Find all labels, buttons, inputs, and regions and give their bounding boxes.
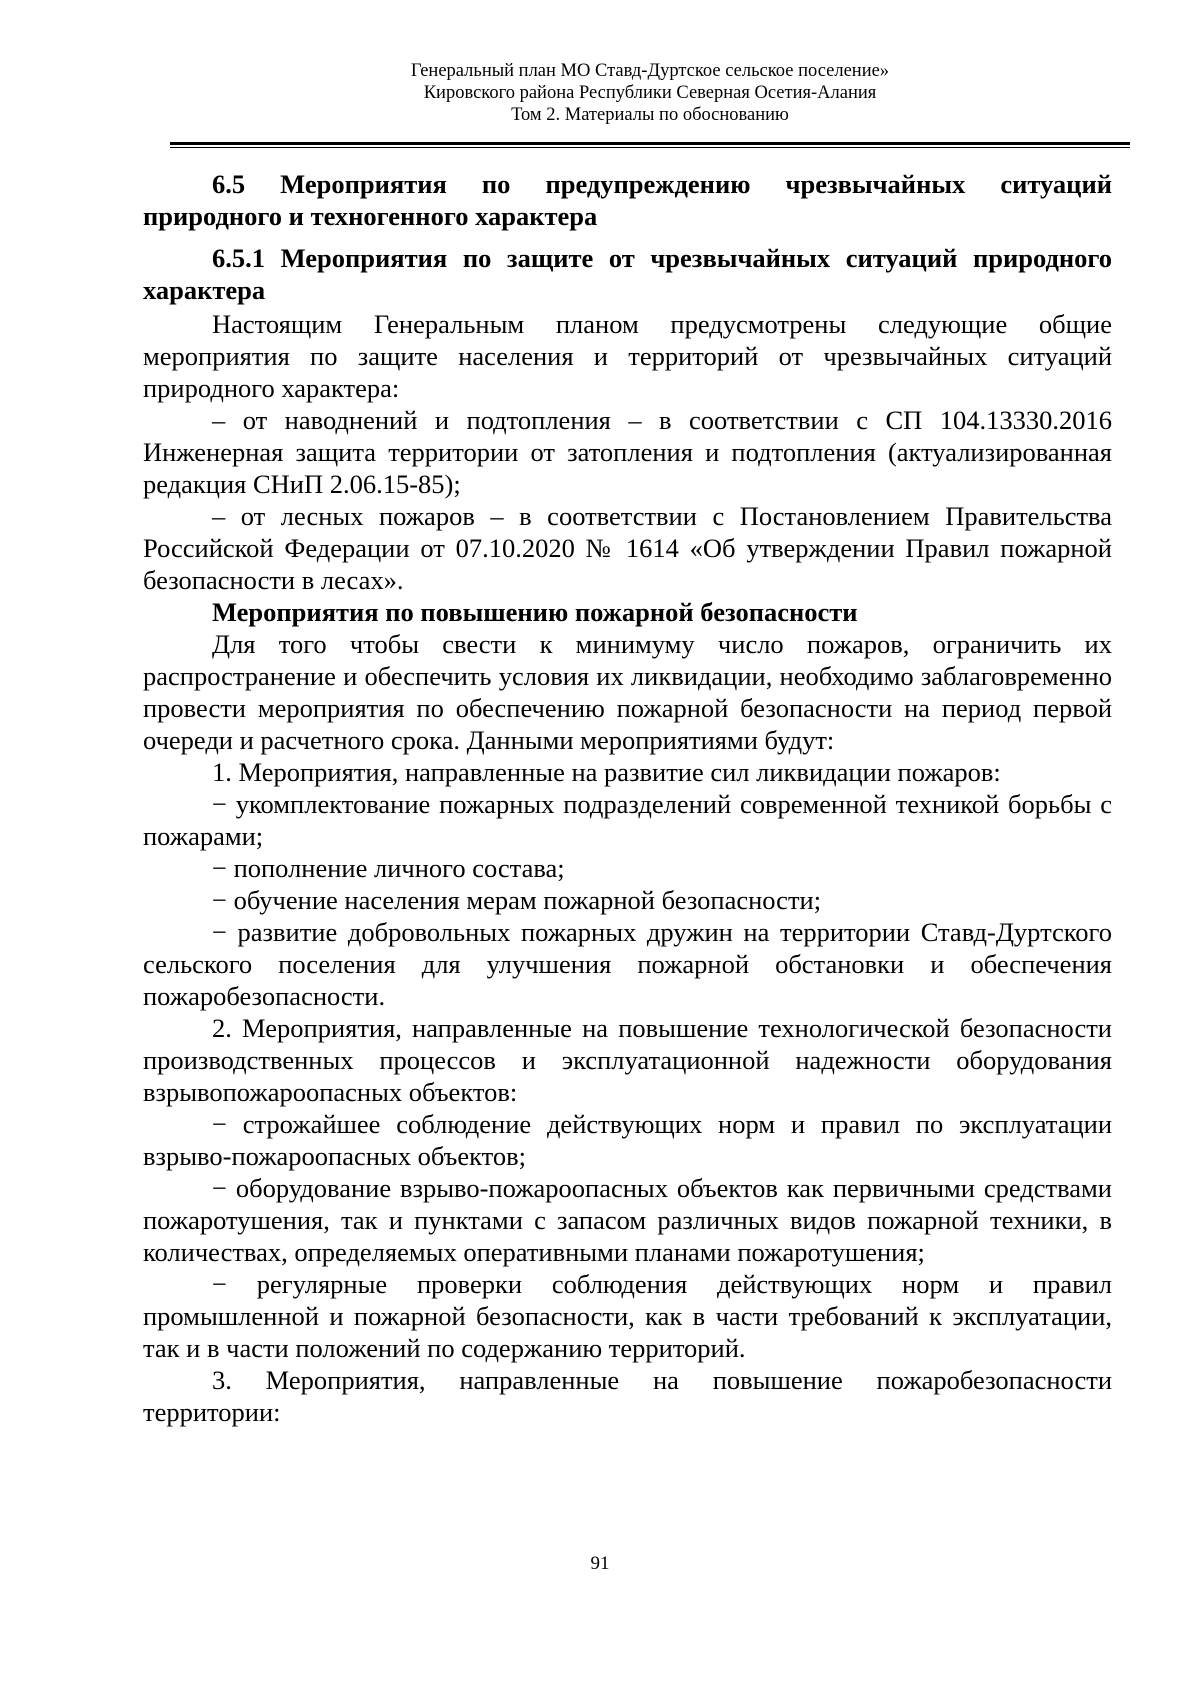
header-rule-thick <box>170 142 1130 145</box>
header-line-1: Генеральный план МО Ставд-Дуртское сельское поселение» <box>410 61 890 81</box>
header-rule-thin <box>170 147 1130 148</box>
running-header <box>170 60 1130 126</box>
header-line-3: Том 2. Материалы по обоснованию <box>511 105 789 125</box>
paragraph-fire-intro: Для того чтобы свести к минимуму число пожаров, ограничить их распространение и обеспечить условия их ликвидации, необходимо заблаговременно провести мероприятия по обеспечению пожарной безопасности на период первой очереди и расчетного срока. Данными мероприятиями будут: <box>143 629 1112 755</box>
list-item: − обучение населения мерам пожарной безопасности; <box>212 885 822 915</box>
list-item: − укомплектование пожарных подразделений современной техникой борьбы с пожарами; <box>143 789 1112 851</box>
subheading-fire-safety: Мероприятия по повышению пожарной безопасности <box>212 597 858 627</box>
paragraph-intro: Настоящим Генеральным планом предусмотрены следующие общие мероприятия по защите населения и территорий от чрезвычайных ситуаций природного характера: <box>143 309 1112 403</box>
page-number: 91 <box>590 1553 610 1574</box>
header-line-2: Кировского района Республики Северная Осетия-Алания <box>423 83 877 103</box>
section-heading-6-5: 6.5 Мероприятия по предупреждению чрезвычайных ситуаций природного и техногенного характера <box>143 169 1112 231</box>
list-item: − регулярные проверки соблюдения действующих норм и правил промышленной и пожарной безопасности, как в части требований к эксплуатации, так и в части положений по содержанию территорий. <box>143 1269 1112 1363</box>
list-item: − пополнение личного состава; <box>212 853 565 883</box>
list-item: − развитие добровольных пожарных дружин на территории Ставд-Дуртского сельского поселения для улучшения пожарной обстановки и обеспечения пожаробезопасности. <box>143 917 1112 1011</box>
list-item: − оборудование взрыво-пожароопасных объектов как первичными средствами пожаротушения, так и пунктами с запасом различных видов пожарной техники, в количествах, определяемых оперативными планами пожаротушения; <box>143 1173 1112 1267</box>
list-item: − строжайшее соблюдение действующих норм и правил по эксплуатации взрыво-пожароопасных объектов; <box>143 1109 1112 1171</box>
document-body <box>143 168 1112 1428</box>
list-heading-3: 3. Мероприятия, направленные на повышение пожаробезопасности территории: <box>143 1365 1112 1427</box>
section-heading-6-5-1: 6.5.1 Мероприятия по защите от чрезвычайных ситуаций природного характера <box>143 243 1112 305</box>
list-item-floods: – от наводнений и подтопления – в соответствии с СП 104.13330.2016 Инженерная защита территории от затопления и подтопления (актуализированная редакция СНиП 2.06.15-85); <box>143 405 1112 499</box>
list-item-forest-fires: – от лесных пожаров – в соответствии с Постановлением Правительства Российской Федерации от 07.10.2020 № 1614 «Об утверждении Правил пожарной безопасности в лесах». <box>143 501 1112 595</box>
list-heading-1: 1. Мероприятия, направленные на развитие сил ликвидации пожаров: <box>212 757 1001 787</box>
list-heading-2: 2. Мероприятия, направленные на повышение технологической безопасности производственных процессов и эксплуатационной надежности оборудования взрывопожароопасных объектов: <box>143 1013 1112 1107</box>
